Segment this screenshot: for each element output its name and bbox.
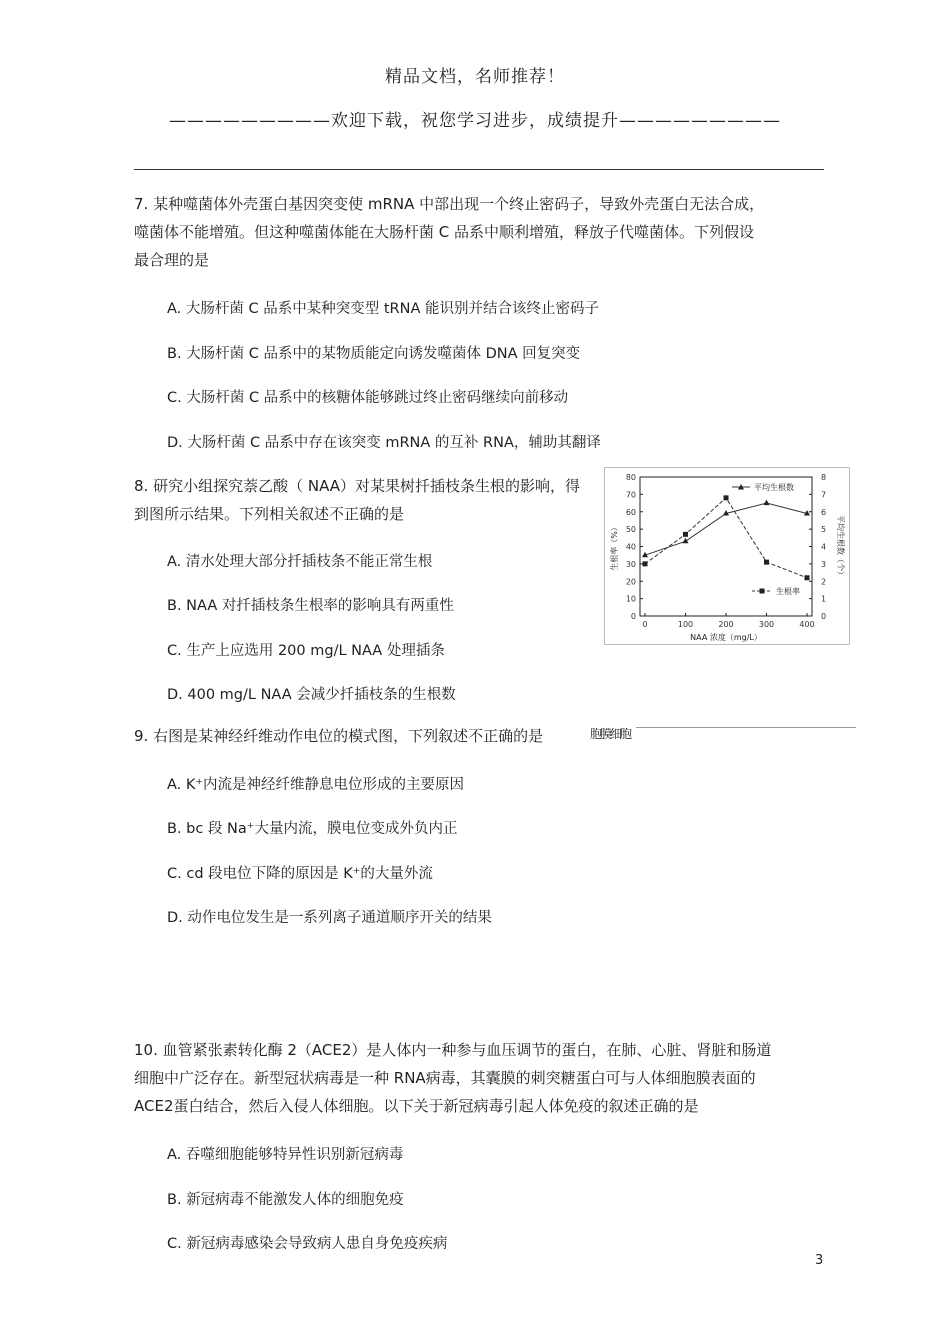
left-tick-label: 60 [625,507,636,517]
q9-figure-label: 胞膜细胞 [590,727,631,741]
header-divider [134,169,824,170]
left-tick-label: 20 [625,577,636,587]
naa-rooting-chart [604,467,850,645]
legend-rooting-rate: 生根率 [776,587,800,596]
q7-stem-line-3: 最合理的是 [134,251,210,269]
left-tick-label: 70 [625,490,636,500]
q8-option-a: A. 清水处理大部分扦插枝条不能正常生根 [167,554,433,570]
q10-option-c: C. 新冠病毒感染会导致病人患自身免疫疾病 [167,1236,448,1252]
right-tick-label: 8 [821,473,827,482]
q8-option-c: C. 生产上应选用 200 mg/L NAA 处理插条 [167,643,445,659]
right-tick-label: 5 [821,525,827,535]
page-number: 3 [815,1253,824,1268]
q7-stem-line-1: 7. 某种噬菌体外壳蛋白基因突变使 mRNA 中部出现一个终止密码子，导致外壳蛋白无法合成， [134,195,765,213]
q9-option-d: D. 动作电位发生是一系列离子通道顺序开关的结果 [167,910,492,926]
q8-option-d: D. 400 mg/L NAA 会减少扦插枝条的生根数 [167,687,456,703]
left-tick-label: 0 [630,612,636,621]
q10-stem-line-2: 细胞中广泛存在。新型冠状病毒是一种 RNA病毒，其囊膜的刺突糖蛋白可与人体细胞膜表面的 [134,1069,756,1087]
rooting-rate-point [805,575,810,580]
left-tick-label: 80 [625,473,636,482]
right-tick-label: 2 [821,577,827,587]
header-title: 精品文档，名师推荐！ [385,67,565,87]
left-tick-label: 40 [625,542,636,552]
left-tick-label: 50 [625,525,636,535]
right-tick-label: 1 [821,594,827,604]
left-axis-label: 生根率（%） [610,523,619,571]
right-tick-label: 7 [821,490,827,500]
right-axis-label: 平均生根数（个） [836,515,845,579]
q9-option-b: B. bc 段 Na⁺大量内流，膜电位变成外负内正 [167,821,458,837]
q9-stem: 9. 右图是某神经纤维动作电位的模式图，下列叙述不正确的是 [134,727,544,745]
q7-option-c: C. 大肠杆菌 C 品系中的核糖体能够跳过终止密码继续向前移动 [167,390,569,406]
q10-stem-line-1: 10. 血管紧张素转化酶 2（ACE2）是人体内一种参与血压调节的蛋白，在肺、心脏、肾脏和肠道 [134,1041,772,1059]
q8-stem-line-2: 到图所示结果。下列相关叙述不正确的是 [134,505,405,523]
x-tick-label: 200 [718,620,734,629]
legend-avg-roots: 平均生根数 [754,483,794,492]
right-tick-label: 6 [821,507,827,517]
q9-option-c: C. cd 段电位下降的原因是 K⁺的大量外流 [167,866,433,882]
q8-option-b: B. NAA 对扦插枝条生根率的影响具有两重性 [167,598,454,614]
q9-option-a: A. K⁺内流是神经纤维静息电位形成的主要原因 [167,777,465,793]
q10-stem-line-3: ACE2蛋白结合，然后入侵人体细胞。以下关于新冠病毒引起人体免疫的叙述正确的是 [134,1097,699,1115]
q7-option-d: D. 大肠杆菌 C 品系中存在该突变 mRNA 的互补 RNA，辅助其翻译 [167,435,601,451]
right-tick-label: 3 [821,559,827,569]
rooting-rate-point [683,532,688,537]
x-tick-label: 400 [799,620,815,629]
q10-option-b: B. 新冠病毒不能激发人体的细胞免疫 [167,1192,404,1208]
x-tick-label: 300 [758,620,775,629]
rooting-rate-point [643,561,648,566]
x-tick-label: 100 [677,620,694,629]
square-marker-icon [760,589,765,594]
header-slogan: —————————欢迎下载，祝您学习进步，成绩提升————————— [169,111,781,131]
left-tick-label: 10 [625,594,636,604]
q9-figure-line [636,727,856,728]
left-tick-label: 30 [625,559,636,569]
x-axis-label: NAA 浓度（mg/L） [690,633,762,642]
right-tick-label: 4 [821,542,827,552]
right-tick-label: 0 [821,612,827,621]
rooting-rate-point [764,560,769,565]
rooting-rate-point [724,495,729,500]
q10-option-a: A. 吞噬细胞能够特异性识别新冠病毒 [167,1147,404,1163]
q8-stem-line-1: 8. 研究小组探究萘乙酸（ NAA）对某果树扦插枝条生根的影响，得 [134,477,581,495]
x-tick-label: 0 [642,620,648,629]
q7-option-a: A. 大肠杆菌 C 品系中某种突变型 tRNA 能识别并结合该终止密码子 [167,301,599,317]
q7-stem-line-2: 噬菌体不能增殖。但这种噬菌体能在大肠杆菌 C 品系中顺利增殖，释放子代噬菌体。下列假设 [134,223,755,241]
q7-option-b: B. 大肠杆菌 C 品系中的某物质能定向诱发噬菌体 DNA 回复突变 [167,346,581,362]
